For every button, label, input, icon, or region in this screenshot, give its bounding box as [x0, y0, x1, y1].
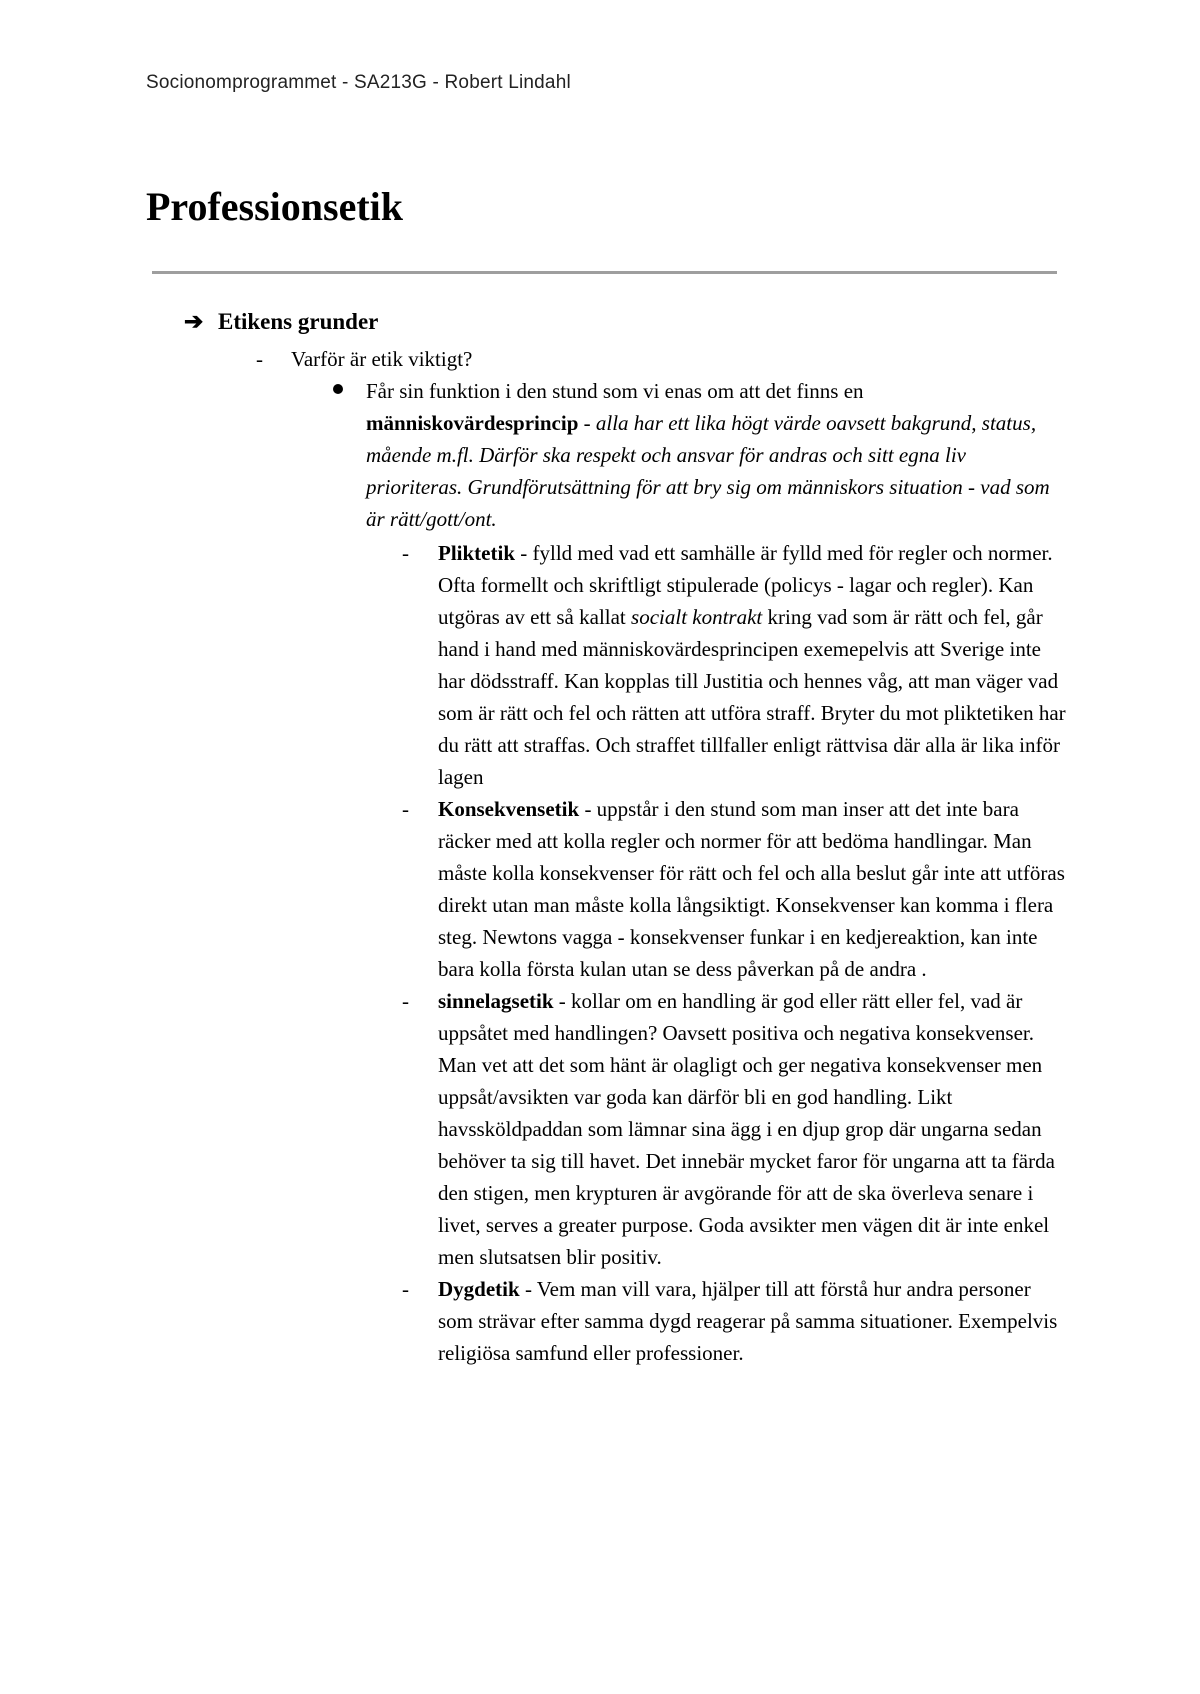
term-name: Konsekvensetik: [438, 797, 580, 821]
term-description: - fylld med vad ett samhälle är fylld med för regler och normer. Ofta formellt och skriftligt stipulerade (policys - lagar och regler). Kan utgöras av ett så kallat: [438, 541, 1053, 629]
term-italic-phrase: socialt kontrakt: [631, 605, 763, 629]
dash-marker: -: [402, 989, 409, 1013]
term-description: - uppstår i den stund som man inser att det inte bara räcker med att kolla regler och normer för att bedöma handlingar. Man måste kolla konsekvenser för rätt och fel och alla beslut går inte att utföras direkt utan man måste kolla långsiktigt. Konsekvenser kan komma i flera steg. Newtons vagga - konsekvenser funkar i en kedjereaktion, kan inte bara kolla första kulan utan se dess påverkan på de andra .: [438, 797, 1065, 981]
dash-marker: -: [402, 1277, 409, 1301]
dash-marker: -: [402, 797, 409, 821]
section-heading-text: Etikens grunder: [218, 309, 379, 334]
ethics-terms-list: [402, 537, 1066, 1369]
sub-question-text: Varför är etik viktigt?: [291, 347, 473, 371]
horizontal-divider: [152, 271, 1057, 274]
bullet-paragraph: [366, 375, 1066, 535]
bullet-key-term: människovärdesprincip: [366, 411, 579, 435]
term-description: - Vem man vill vara, hjälper till att förstå hur andra personer som strävar efter samma dygd reagerar på samma situationer. Exempelvis religiösa samfund eller professioner.: [438, 1277, 1058, 1365]
term-item-dygdetik: [402, 1273, 1066, 1369]
dash-marker: -: [256, 347, 263, 371]
bullet-dot-icon: [333, 384, 343, 394]
document-title: Professionsetik: [146, 184, 404, 229]
section-heading: [184, 307, 378, 337]
term-description-continued: kring vad som är rätt och fel, går hand i hand med människovärdesprincipen exemepelvis att Sverige inte har dödsstraff. Kan kopplas till Justitia och hennes våg, att man väger vad som är rätt och fel och rätten att utföra straff. Bryter du mot pliktetiken har du rätt att straffas. Och straffet tillfaller enligt rättvisa där alla är lika inför lagen: [438, 605, 1066, 789]
bullet-lead-text: Får sin funktion i den stund som vi enas om att det finns en: [366, 379, 864, 403]
term-name: Pliktetik: [438, 541, 515, 565]
page-header: Socionomprogrammet - SA213G - Robert Lindahl: [146, 72, 571, 93]
term-item-sinnelagsetik: [402, 985, 1066, 1273]
term-name: Dygdetik: [438, 1277, 520, 1301]
dash-marker: -: [402, 541, 409, 565]
term-name: sinnelagsetik: [438, 989, 554, 1013]
bullet-definition-text: - alla har ett lika högt värde oavsett bakgrund, status, mående m.fl. Därför ska respekt och ansvar för andras och sitt egna liv prioriteras. Grundförutsättning för att bry sig om människors situation - vad som är rätt/gott/ont.: [366, 411, 1050, 531]
term-item-konsekvensetik: [402, 793, 1066, 985]
term-item-pliktetik: [402, 537, 1066, 793]
term-description: - kollar om en handling är god eller rätt eller fel, vad är uppsåtet med handlingen? Oavsett positiva och negativa konsekvenser. Man vet att det som hänt är olagligt och ger negativa konsekvenser men uppsåt/avsikten var goda kan därför bli en god handling. Likt havssköldpaddan som lämnar sina ägg i en djup grop där ungarna sedan behöver ta sig till havet. Det innebär mycket faror för ungarna att ta färda den stigen, men krypturen är avgörande för att de ska överleva senare i livet, serves a greater purpose. Goda avsikter men vägen dit är inte enkel men slutsatsen blir positiv.: [438, 989, 1055, 1269]
arrow-right-icon: ➔: [184, 309, 204, 334]
